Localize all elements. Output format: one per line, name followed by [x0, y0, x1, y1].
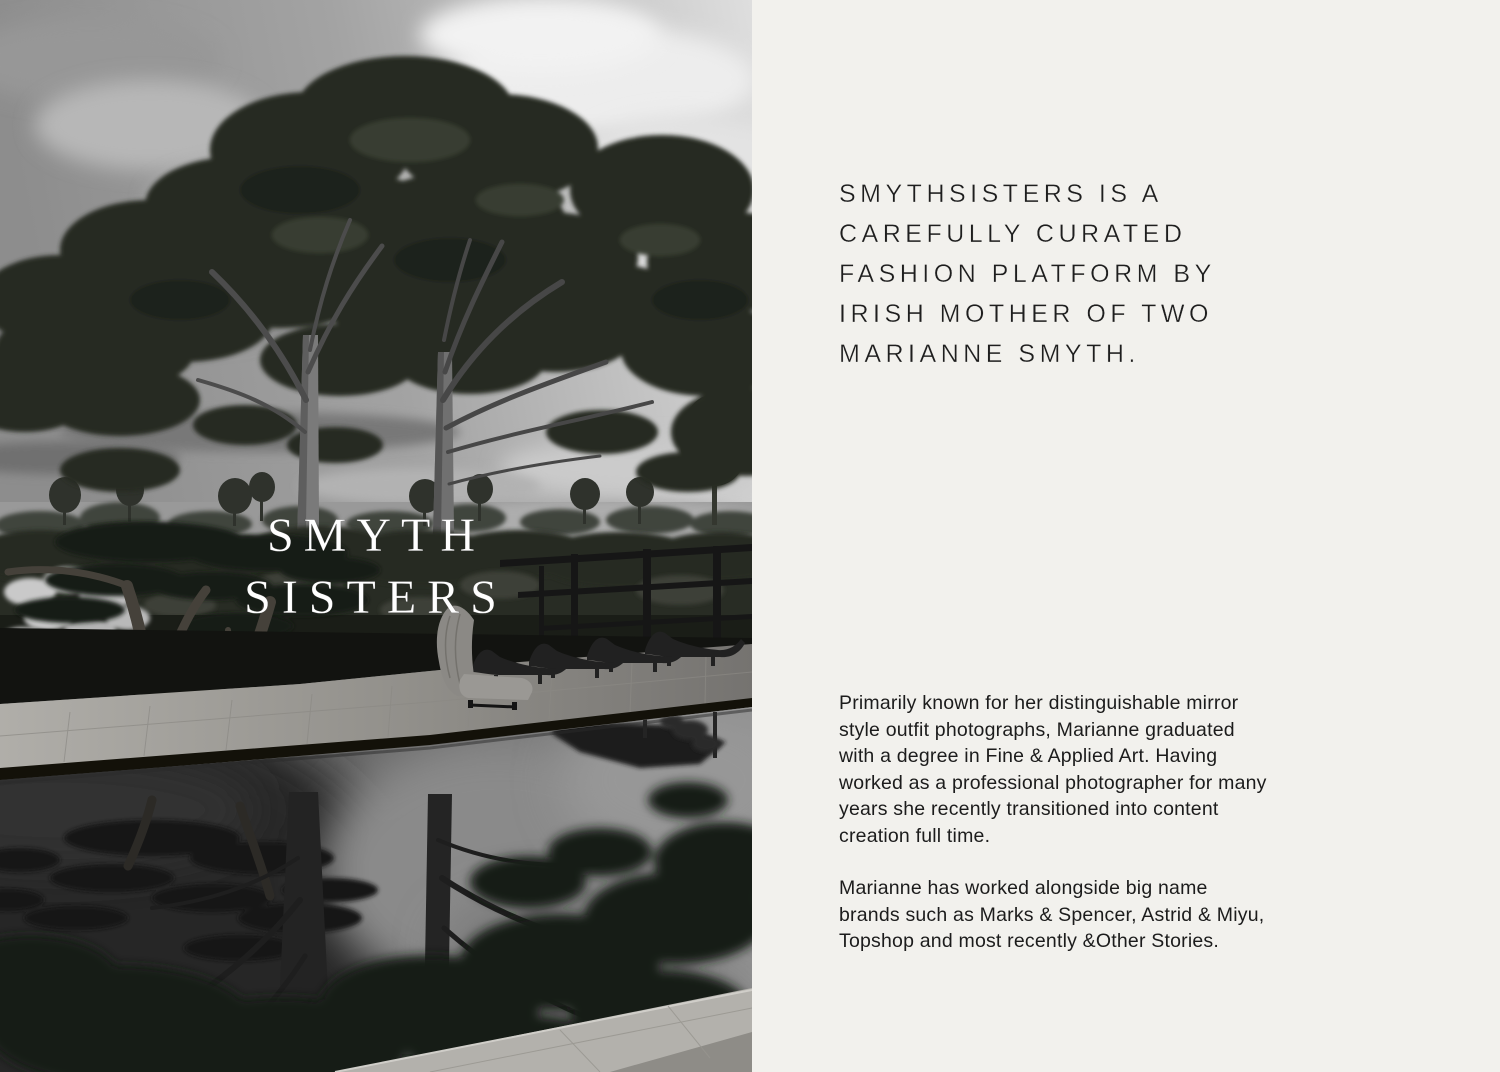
- heading-line: FASHION PLATFORM BY: [839, 260, 1216, 288]
- paragraph-line: Primarily known for her distinguishable mirror: [839, 692, 1239, 714]
- paragraph-line: style outfit photographs, Marianne graduated: [839, 718, 1235, 741]
- heading-line: SMYTHSISTERS IS A: [839, 180, 1163, 208]
- paragraph-line: brands such as Marks & Spencer, Astrid & Miyu,: [839, 903, 1265, 926]
- heading-line: IRISH MOTHER OF TWO: [839, 300, 1213, 328]
- brand-logo-line-1: SMYTH: [266, 509, 486, 562]
- heading-line: CAREFULLY CURATED: [839, 220, 1187, 248]
- paragraph-line: years she recently transitioned into content: [839, 798, 1219, 820]
- paragraph-line: Topshop and most recently &Other Stories.: [839, 930, 1219, 952]
- brand-logo: [0, 505, 752, 629]
- about-paragraph-2: [839, 875, 1267, 955]
- paragraph-line: Marianne has worked alongside big name: [839, 877, 1208, 899]
- paragraph-line: creation full time.: [839, 824, 991, 847]
- heading-line: MARIANNE SMYTH.: [839, 340, 1140, 368]
- content-panel: [752, 0, 1500, 1072]
- paragraph-line: with a degree in Fine & Applied Art. Having: [839, 745, 1218, 767]
- brand-logo-line-2: SISTERS: [244, 571, 508, 624]
- about-text: [839, 690, 1267, 955]
- intro-heading: [839, 174, 1216, 374]
- about-paragraph-1: [839, 690, 1267, 849]
- paragraph-line: worked as a professional photographer for many: [839, 771, 1267, 794]
